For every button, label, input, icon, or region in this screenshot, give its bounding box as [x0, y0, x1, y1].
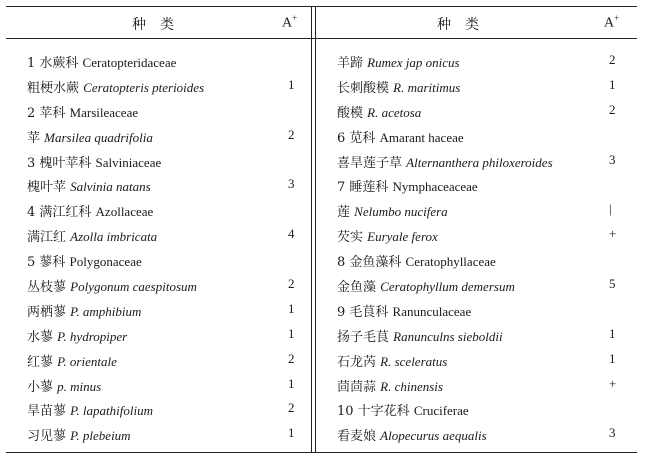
chinese-name: 金鱼藻: [337, 280, 377, 296]
latin-name: Ceratophyllaceae: [405, 254, 496, 270]
latin-name: P. amphibium: [70, 303, 142, 319]
table-row: [316, 52, 637, 77]
latin-name: Alopecurus aequalis: [380, 428, 487, 444]
abundance-value: 1: [288, 300, 295, 316]
species-name: [27, 276, 197, 295]
species-name: [27, 326, 127, 345]
table-row: [6, 77, 312, 102]
table-row: [316, 127, 637, 152]
species-name: [27, 301, 141, 320]
species-name: [337, 52, 460, 71]
species-name: [27, 351, 117, 370]
table-row: [6, 127, 312, 152]
chinese-name: 羊蹄: [337, 56, 364, 71]
table-row: [6, 201, 312, 226]
latin-name: Ceratopteris pterioides: [83, 79, 205, 95]
abundance-value: 1: [288, 76, 295, 92]
species-name: [337, 102, 421, 121]
left-header: [6, 6, 312, 38]
species-name: [337, 127, 464, 146]
chinese-name: 芡实: [337, 230, 364, 246]
latin-name: Cruciferae: [413, 403, 469, 419]
abundance-value: 3: [288, 176, 295, 192]
latin-name: R. chinensis: [380, 378, 443, 394]
species-name: [337, 400, 469, 419]
right-rows: [316, 52, 637, 450]
species-name: [27, 201, 153, 220]
abundance-value: 1: [288, 425, 295, 441]
species-name: [337, 201, 448, 220]
table-row: [316, 226, 637, 251]
species-name: [27, 400, 153, 419]
chinese-name: 长刺酸模: [337, 80, 390, 96]
abundance-value: 1: [609, 76, 616, 92]
table-row: [6, 102, 312, 127]
latin-name: Ranunculns sieboldii: [393, 328, 503, 344]
species-name: [27, 251, 142, 270]
latin-name: Azollaceae: [95, 204, 154, 220]
chinese-name: 丛枝蓼: [27, 280, 67, 296]
chinese-name: 粗梗水蕨: [27, 80, 80, 96]
abundance-value: 2: [288, 400, 295, 416]
latin-name: P. plebeium: [70, 428, 131, 444]
table-row: [6, 276, 312, 301]
table-row: [6, 425, 312, 450]
table-row: [6, 376, 312, 401]
chinese-name: 5 蓼科: [27, 255, 66, 271]
chinese-name: 满江红: [27, 230, 67, 246]
left-rows: [6, 52, 312, 450]
species-name: [27, 102, 138, 121]
table-row: [316, 201, 637, 226]
latin-name: Ceratophyllum demersum: [380, 279, 515, 295]
latin-name: Azolla imbricata: [70, 229, 158, 245]
species-name: [337, 301, 471, 320]
species-name: [27, 226, 157, 245]
chinese-name: 9 毛茛科: [337, 304, 389, 320]
chinese-name: 槐叶苹: [27, 180, 67, 196]
latin-name: Marsileaceae: [69, 104, 139, 120]
latin-name: Ranunculaceae: [392, 303, 472, 319]
abundance-header: A+: [282, 13, 298, 31]
chinese-name: 酸模: [337, 105, 364, 121]
chinese-name: 1 水蕨科: [27, 56, 79, 71]
table-row: [316, 351, 637, 376]
abundance-value: 4: [288, 226, 295, 242]
species-name: [337, 326, 503, 345]
species-name: [27, 376, 101, 395]
abundance-header: A+: [604, 13, 620, 31]
right-panel: [316, 6, 637, 453]
species-name: [337, 226, 438, 245]
abundance-value: 3: [609, 425, 616, 441]
latin-name: Euryale ferox: [367, 229, 438, 245]
latin-name: Nymphaceaceae: [392, 179, 478, 195]
table-row: [316, 301, 637, 326]
latin-name: Salviniaceae: [95, 154, 162, 170]
table-row: [316, 376, 637, 401]
abundance-value: |: [609, 201, 612, 217]
latin-name: R. acetosa: [367, 104, 422, 120]
abundance-value: +: [609, 226, 617, 242]
table-row: [316, 152, 637, 177]
species-header: 种类: [437, 17, 493, 33]
latin-name: Amarant haceae: [379, 129, 464, 145]
table-row: [6, 226, 312, 251]
latin-name: P. lapathifolium: [70, 403, 153, 419]
chinese-name: 旱苗蓼: [27, 404, 67, 420]
table-row: [6, 176, 312, 201]
chinese-name: 8 金鱼藻科: [337, 255, 402, 271]
abundance-value: 1: [288, 375, 295, 391]
latin-name: P. hydropiper: [57, 328, 128, 344]
abundance-value: 1: [609, 325, 616, 341]
latin-name: Salvinia natans: [70, 179, 151, 195]
latin-name: Polygonaceae: [69, 254, 142, 270]
latin-name: R. maritimus: [393, 79, 461, 95]
table-row: [316, 400, 637, 425]
chinese-name: 小蓼: [27, 379, 54, 395]
species-name: [337, 152, 553, 171]
chinese-name: 水蓼: [27, 329, 54, 345]
latin-name: Ceratopteridaceae: [82, 55, 177, 70]
abundance-value: 2: [609, 52, 616, 67]
chinese-name: 茴茴蒜: [337, 379, 377, 395]
species-name: [337, 77, 460, 96]
species-name: [27, 77, 204, 96]
species-name: [337, 251, 496, 270]
abundance-value: 2: [288, 126, 295, 142]
species-name: [27, 176, 151, 195]
table-row: [316, 251, 637, 276]
latin-name: R. sceleratus: [380, 353, 448, 369]
species-name: [337, 425, 487, 444]
table-row: [6, 326, 312, 351]
species-name: [27, 127, 153, 146]
abundance-value: 1: [288, 325, 295, 341]
abundance-value: 2: [288, 276, 295, 292]
chinese-name: 红蓼: [27, 354, 54, 370]
species-header: 种类: [132, 17, 188, 33]
table-row: [316, 77, 637, 102]
table-row: [316, 102, 637, 127]
chinese-name: 看麦娘: [337, 429, 377, 445]
table-row: [316, 425, 637, 450]
latin-name: Alternanthera philoxeroides: [406, 154, 553, 170]
abundance-value: +: [609, 375, 617, 391]
species-name: [27, 52, 176, 71]
table-row: [6, 52, 312, 77]
chinese-name: 莲: [337, 205, 351, 221]
abundance-value: 3: [609, 151, 616, 167]
chinese-name: 4 满江红科: [27, 205, 92, 221]
species-name: [337, 376, 443, 395]
abundance-value: 5: [609, 276, 616, 292]
right-header: [316, 6, 637, 38]
abundance-value: 2: [609, 101, 616, 117]
species-table: [6, 6, 637, 453]
chinese-name: 习见蓼: [27, 429, 67, 445]
table-row: [6, 301, 312, 326]
species-name: [337, 351, 447, 370]
chinese-name: 石龙芮: [337, 354, 377, 370]
latin-name: Marsilea quadrifolia: [44, 129, 153, 145]
latin-name: Nelumbo nucifera: [354, 204, 448, 220]
abundance-value: 1: [609, 350, 616, 366]
chinese-name: 扬子毛茛: [337, 329, 390, 345]
species-name: [337, 176, 478, 195]
chinese-name: 苹: [27, 130, 41, 146]
latin-name: p. minus: [57, 378, 102, 394]
chinese-name: 2 苹科: [27, 105, 66, 121]
left-panel: [6, 6, 312, 453]
table-row: [316, 326, 637, 351]
chinese-name: 7 睡莲科: [337, 180, 389, 196]
chinese-name: 6 苋科: [337, 130, 376, 146]
species-name: [27, 152, 161, 171]
table-row: [6, 351, 312, 376]
abundance-value: 2: [288, 350, 295, 366]
table-row: [316, 176, 637, 201]
latin-name: Rumex jap onicus: [367, 55, 460, 70]
table-row: [6, 400, 312, 425]
chinese-name: 两栖蓼: [27, 304, 67, 320]
table-row: [6, 152, 312, 177]
latin-name: P. orientale: [57, 353, 117, 369]
chinese-name: 10 十字花科: [337, 404, 410, 420]
species-name: [337, 276, 515, 295]
species-name: [27, 425, 131, 444]
table-row: [316, 276, 637, 301]
chinese-name: 喜旱莲子草: [337, 155, 403, 171]
latin-name: Polygonum caespitosum: [70, 279, 197, 295]
chinese-name: 3 槐叶苹科: [27, 155, 92, 171]
table-row: [6, 251, 312, 276]
